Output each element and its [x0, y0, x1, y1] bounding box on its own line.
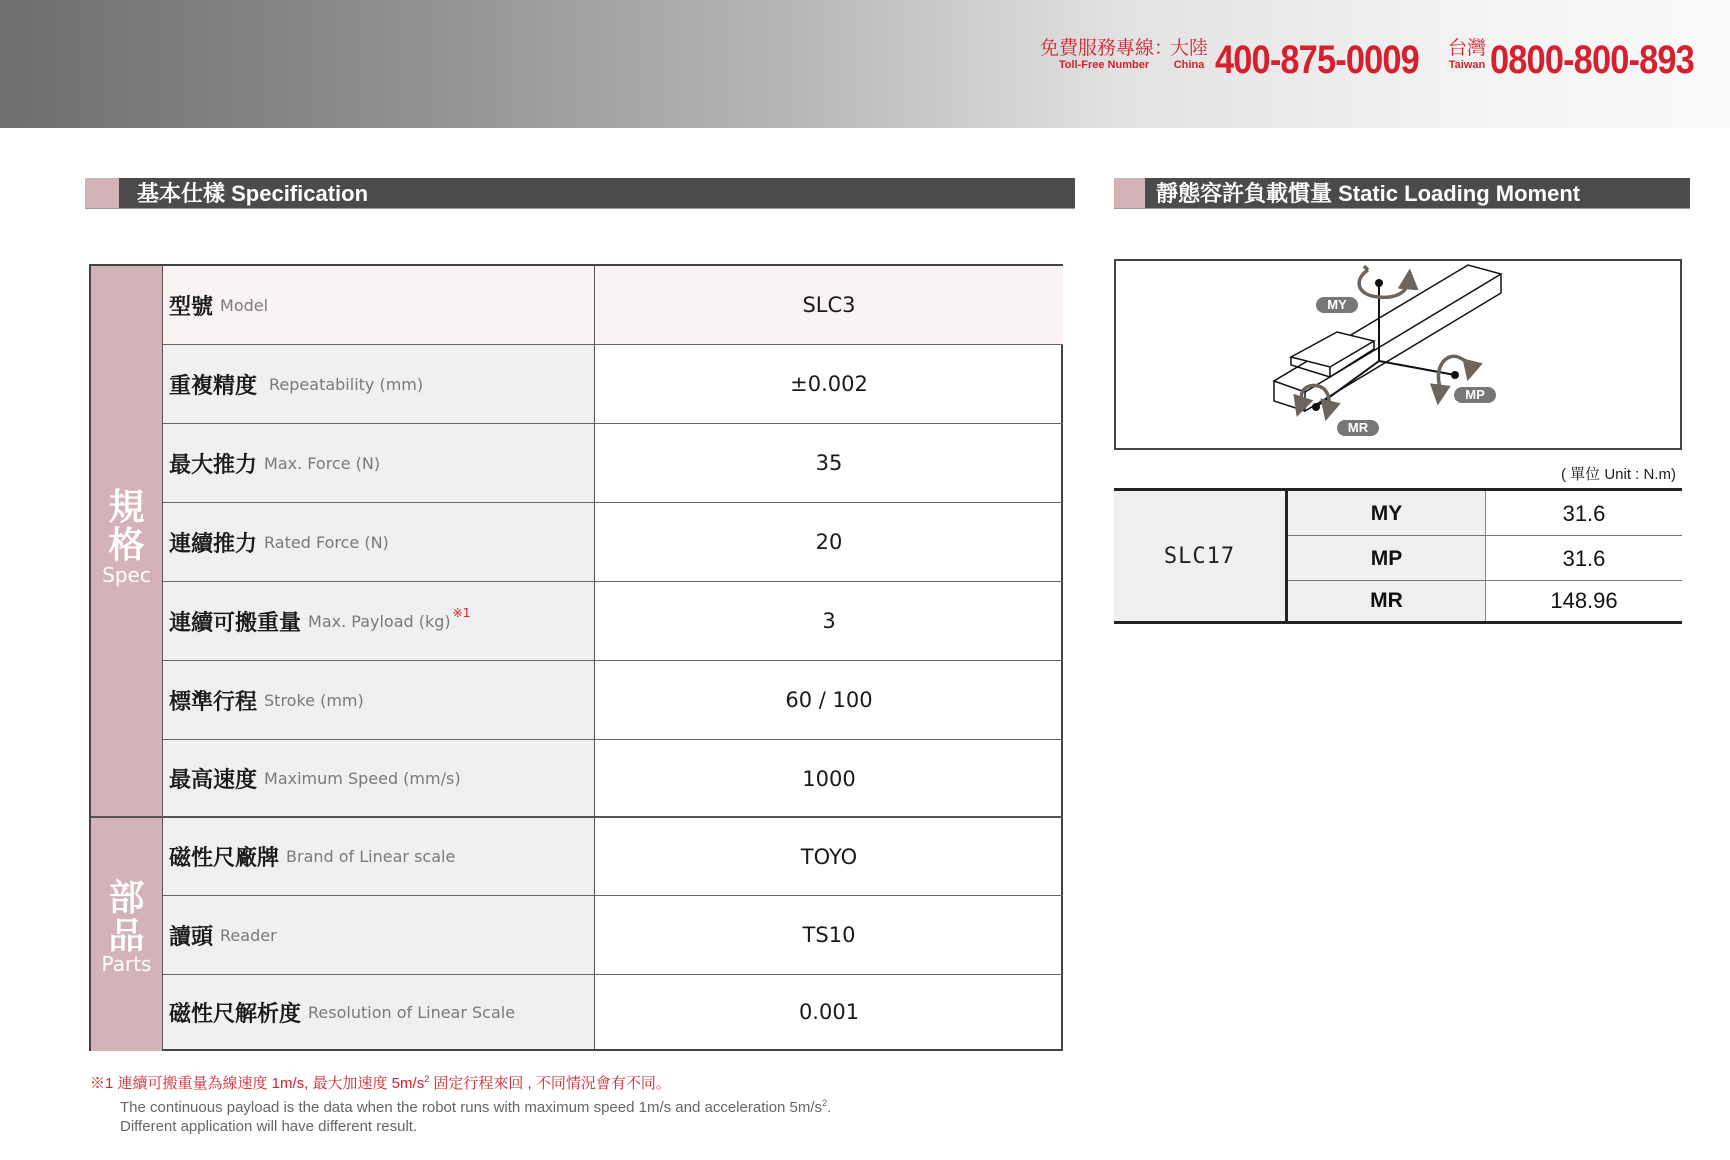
row-label [163, 424, 595, 502]
spec-section-title: 基本仕樣 Specification [137, 181, 369, 206]
row-label [163, 661, 595, 739]
table-row [163, 975, 1063, 1049]
unit-label: ( 單位 Unit : N.m) [1561, 466, 1676, 483]
section-marker [85, 178, 119, 208]
moment-value: 31.6 [1562, 500, 1606, 526]
table-row [1288, 581, 1682, 621]
table-row [163, 896, 1063, 974]
table-row [163, 503, 1063, 581]
row-label-en: Repeatability (mm) [269, 374, 424, 394]
row-label-zh: 最高速度 [169, 768, 258, 793]
row-label-zh: 標準行程 [169, 689, 258, 715]
table-row [1288, 491, 1682, 536]
row-label [163, 345, 595, 423]
group-spec [91, 266, 163, 817]
row-label-zh: 重複精度 [169, 373, 258, 399]
row-label [163, 975, 595, 1049]
spec-table [89, 264, 1063, 1051]
footnote-en-text: The continuous payload is the data when the robot runs with maximum speed 1m/s and acceleration 5m/s [120, 1099, 823, 1116]
taiwan-label-en: Taiwan [1448, 59, 1486, 71]
footnote-zh [90, 1069, 831, 1094]
table-row [163, 818, 1063, 895]
china-label [1168, 38, 1210, 72]
moment-section-title: 靜態容許負載慣量 Static Loading Moment [1156, 181, 1581, 206]
row-label [163, 896, 595, 974]
moment-diagram [1114, 259, 1682, 450]
group-spec-en: Spec [102, 563, 151, 587]
row-value: 20 [815, 530, 843, 554]
china-label-en: China [1173, 59, 1205, 71]
moment-value: 148.96 [1550, 588, 1618, 613]
footnote-en-2: Different application will have different result. [120, 1118, 418, 1135]
moment-key: MY [1288, 491, 1486, 536]
row-label-en: Model [220, 295, 269, 315]
table-row [163, 661, 1063, 739]
row-label-en: Reader [220, 925, 277, 945]
table-row [163, 740, 1063, 817]
table-row [163, 582, 1063, 660]
taiwan-phone-number[interactable]: 0800-800-893 [1490, 38, 1694, 82]
group-parts-zh-1: 部 [108, 878, 145, 919]
table-row [163, 345, 1063, 423]
row-label-zh: 型號 [169, 294, 214, 320]
linear-stage-moment-icon [1116, 261, 1680, 448]
group-spec-zh-2: 格 [108, 525, 145, 566]
footnote-marker: ※1 [452, 606, 471, 620]
hotline-label [1040, 38, 1174, 72]
row-label-zh: 磁性尺廠牌 [169, 846, 280, 871]
row-label-en: Resolution of Linear Scale [308, 1002, 516, 1022]
row-value: ±0.002 [790, 372, 868, 396]
row-value: 1000 [802, 766, 856, 791]
row-label-zh: 磁性尺解析度 [169, 1001, 302, 1027]
moment-key: MR [1288, 581, 1486, 621]
row-label [163, 818, 595, 895]
row-value: 3 [822, 609, 836, 633]
row-label-en: Max. Payload (kg) [308, 611, 451, 631]
moment-table [1114, 488, 1682, 624]
hotline [1040, 38, 1720, 82]
table-row [163, 424, 1063, 502]
moment-key: MP [1288, 536, 1486, 581]
group-parts-en: Parts [101, 952, 152, 976]
row-value: TOYO [800, 844, 858, 869]
table-row [1288, 536, 1682, 581]
section-marker [1114, 178, 1145, 208]
taiwan-label [1445, 38, 1489, 72]
moment-model: SLC17 [1114, 491, 1288, 621]
moment-value: 31.6 [1562, 545, 1606, 571]
row-label-en: Max. Force (N) [264, 453, 381, 473]
china-label-zh: 大陸 [1169, 38, 1208, 59]
row-value: SLC3 [595, 266, 1063, 344]
my-label: MY [1327, 297, 1347, 312]
row-value: 0.001 [798, 1000, 860, 1024]
row-label-zh: 讀頭 [169, 924, 214, 950]
china-phone-number[interactable]: 400-875-0009 [1215, 38, 1419, 82]
footnote [90, 1069, 831, 1136]
row-label-zh: 連續推力 [169, 531, 258, 557]
superscript: 2 [822, 1098, 828, 1108]
footnote-en-1 [120, 1094, 831, 1117]
footnote-en-text: . [827, 1099, 832, 1116]
row-label [163, 503, 595, 581]
row-value: 60 / 100 [785, 688, 873, 712]
row-value: 35 [815, 451, 843, 475]
spec-section-header [85, 178, 1075, 209]
moment-section-header [1114, 178, 1690, 209]
row-label [163, 582, 595, 660]
mr-label: MR [1347, 420, 1369, 435]
group-parts [91, 817, 163, 1051]
footnote-zh-text: 固定行程來回 , 不同情況會有不同。 [429, 1075, 671, 1092]
row-label-en: Rated Force (N) [264, 532, 389, 552]
row-value: TS10 [802, 923, 856, 947]
row-label [163, 740, 595, 817]
mp-label: MP [1465, 387, 1485, 402]
row-label-en: Stroke (mm) [264, 690, 364, 710]
row-label-en: Brand of Linear scale [286, 847, 456, 866]
group-spec-zh-1: 規 [108, 487, 145, 528]
hotline-label-zh: 免費服務專線： [1040, 38, 1174, 59]
footnote-zh-text: ※1 連續可搬重量為線速度 1m/s, 最大加速度 5m/s [90, 1075, 425, 1092]
row-label-zh: 連續可搬重量 [169, 610, 302, 636]
superscript: 2 [424, 1074, 430, 1084]
hotline-label-en: Toll-Free Number [1058, 59, 1150, 71]
table-row [163, 266, 1063, 344]
top-banner [0, 0, 1730, 128]
taiwan-label-zh: 台灣 [1447, 38, 1486, 59]
row-label [163, 266, 595, 344]
row-label-zh: 最大推力 [169, 452, 258, 478]
group-parts-zh-2: 品 [108, 916, 145, 957]
row-label-en: Maximum Speed (mm/s) [264, 769, 461, 788]
